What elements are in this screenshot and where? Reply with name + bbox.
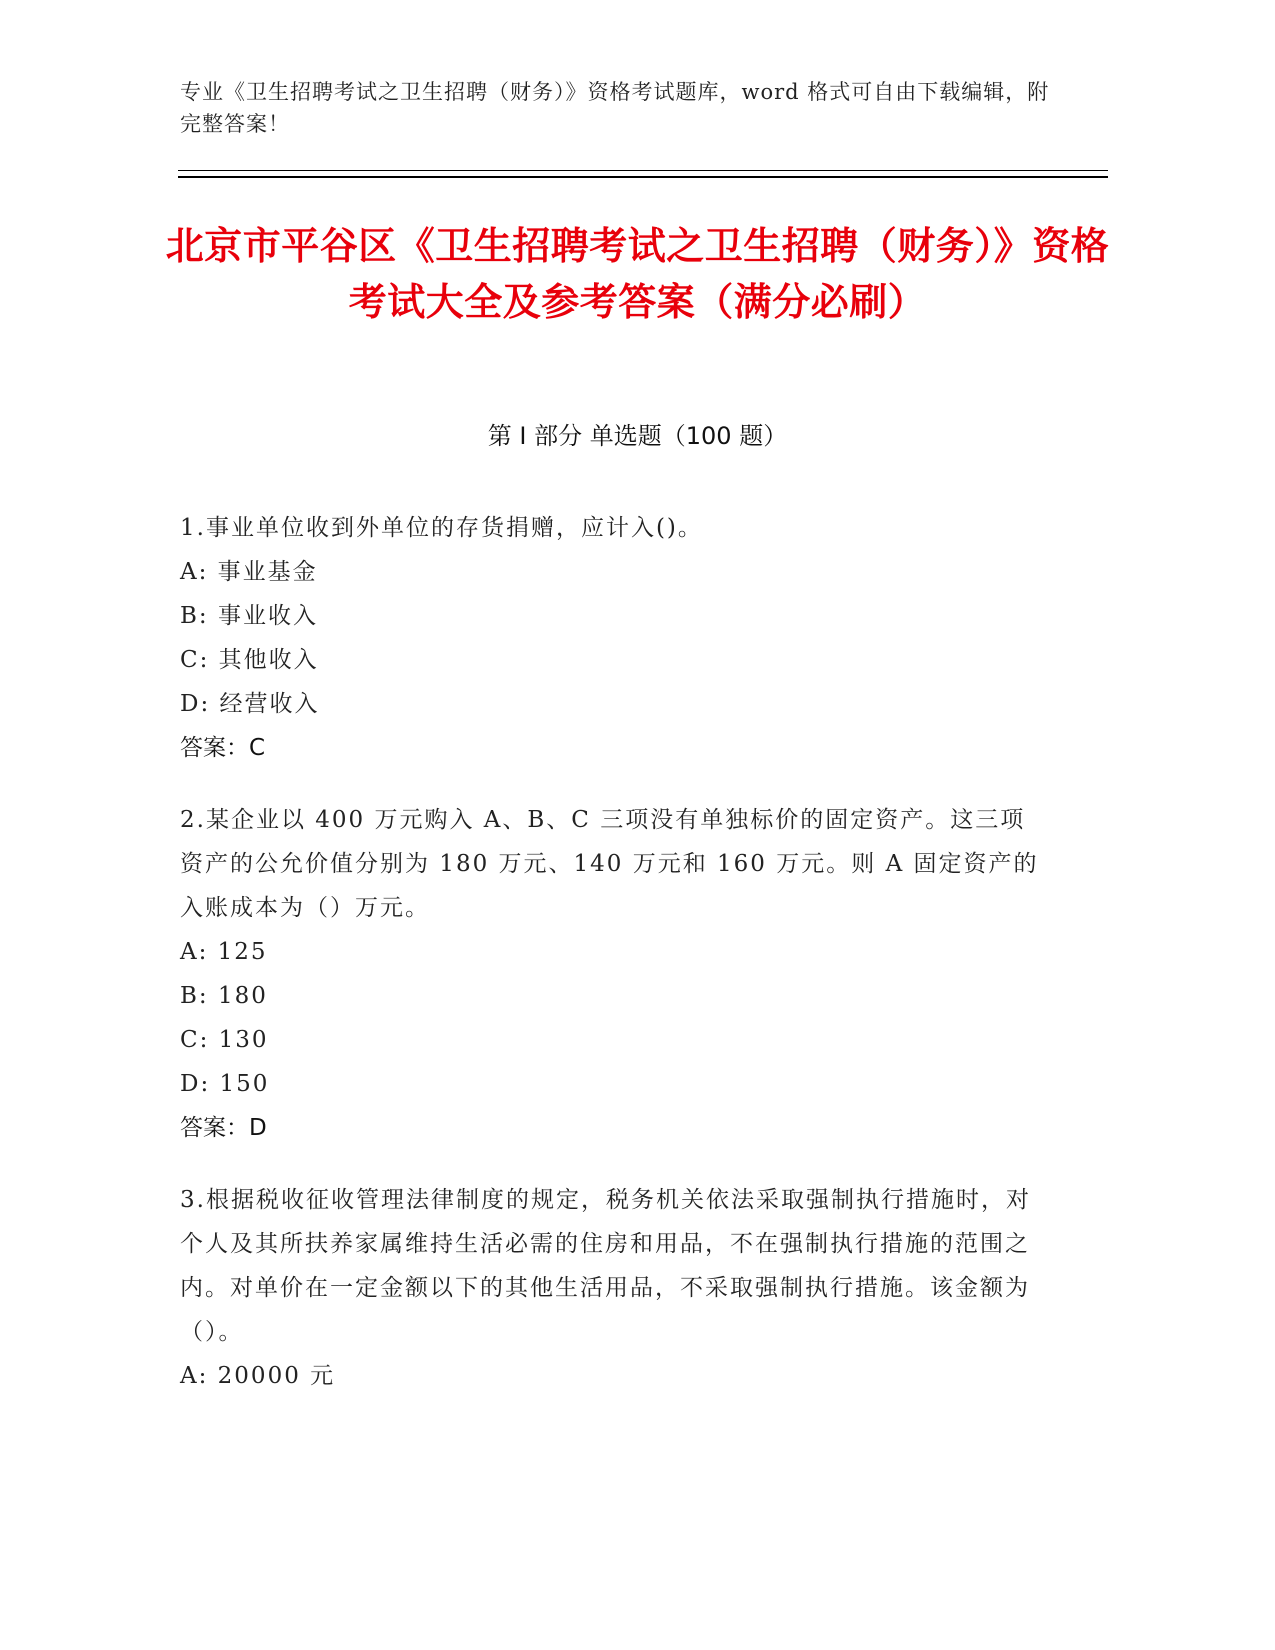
header-divider-thin: [178, 170, 1108, 171]
option-b: B: 事业收入: [180, 603, 318, 629]
document-title: 北京市平谷区《卫生招聘考试之卫生招聘（财务）》资格考试大全及参考答案（满分必刷）: [165, 224, 1110, 324]
question-3: [180, 1178, 1040, 1398]
option-b: B: 180: [180, 983, 268, 1009]
option-a: A: 125: [180, 939, 268, 965]
question-stem: 1.事业单位收到外单位的存货捐赠，应计入()。: [180, 515, 703, 541]
question-stem: 2.某企业以 400 万元购入 A、B、C 三项没有单独标价的固定资产。这三项资产的公允价值分别为 180 万元、140 万元和 160 万元。则 A 固定资产的入账成本为（）万元。: [180, 807, 1039, 921]
header-divider-thick: [178, 176, 1108, 178]
option-d: D: 经营收入: [180, 691, 320, 717]
option-a: A: 事业基金: [180, 559, 318, 585]
option-c: C: 其他收入: [180, 647, 319, 673]
option-c: C: 130: [180, 1027, 269, 1053]
question-2: [180, 798, 1040, 1150]
question-stem: 3.根据税收征收管理法律制度的规定，税务机关依法采取强制执行措施时，对个人及其所扶养家属维持生活必需的住房和用品，不在强制执行措施的范围之内。对单价在一定金额以下的其他生活用品，不采取强制执行措施。该金额为（）。: [180, 1187, 1031, 1345]
question-list: [180, 506, 1040, 1426]
header-note: 专业《卫生招聘考试之卫生招聘（财务）》资格考试题库，word 格式可自由下载编辑，附完整答案！: [180, 80, 1050, 136]
answer: 答案：D: [180, 1115, 267, 1141]
answer: 答案：C: [180, 735, 266, 761]
question-1: [180, 506, 1040, 770]
option-a: A: 20000 元: [180, 1363, 336, 1389]
option-d: D: 150: [180, 1071, 270, 1097]
section-heading: 第 I 部分 单选题（100 题）: [487, 422, 788, 450]
